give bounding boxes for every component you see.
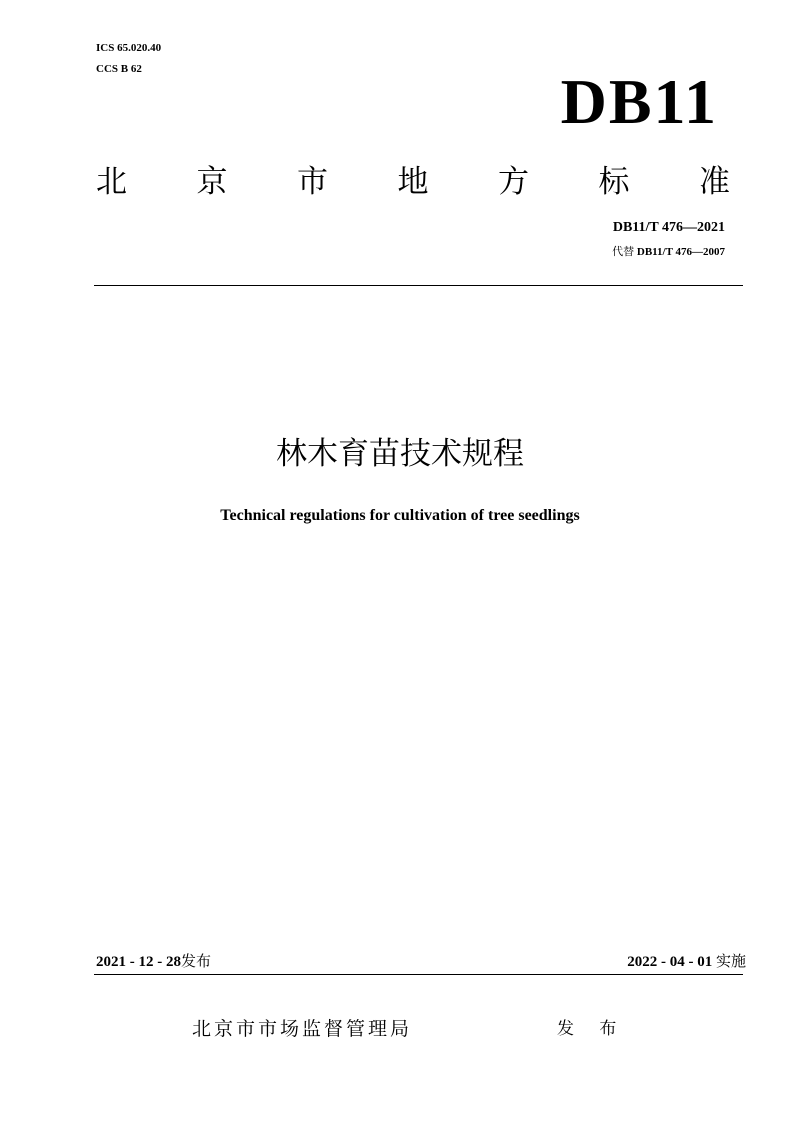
heading-char: 地	[397, 163, 429, 200]
heading-char: 京	[196, 163, 228, 200]
local-standard-heading	[96, 156, 730, 200]
standard-code-logo: DB11	[560, 66, 718, 137]
ccs-code: CCS B 62	[96, 63, 142, 75]
document-title-english: Technical regulations for cultivation of tree seedlings	[220, 507, 580, 524]
ics-code: ICS 65.020.40	[96, 42, 162, 54]
heading-char: 标	[598, 163, 630, 200]
heading-char: 北	[96, 163, 127, 200]
implement-date-line	[627, 950, 746, 973]
issue-label: 发布	[181, 952, 212, 970]
heading-char: 方	[498, 163, 529, 200]
issue-date-line	[96, 950, 211, 973]
standard-number: DB11/T 476—2021	[612, 220, 725, 235]
issue-word: 发 布	[557, 1019, 627, 1039]
replaces-label: 代替	[612, 245, 635, 258]
implement-date: 2022 - 04 - 01	[627, 954, 713, 970]
heading-char: 市	[297, 163, 328, 200]
replaces-number: DB11/T 476—2007	[636, 246, 725, 258]
top-divider	[94, 285, 743, 286]
implement-label: 实施	[715, 952, 746, 970]
issuing-authority: 北京市市场监督管理局	[192, 1018, 413, 1040]
document-title-chinese: 林木育苗技术规程	[276, 436, 524, 472]
heading-char: 准	[699, 163, 730, 200]
issue-date: 2021 - 12 - 28	[96, 954, 181, 970]
replaces-line	[612, 244, 725, 260]
bottom-divider	[94, 974, 743, 975]
